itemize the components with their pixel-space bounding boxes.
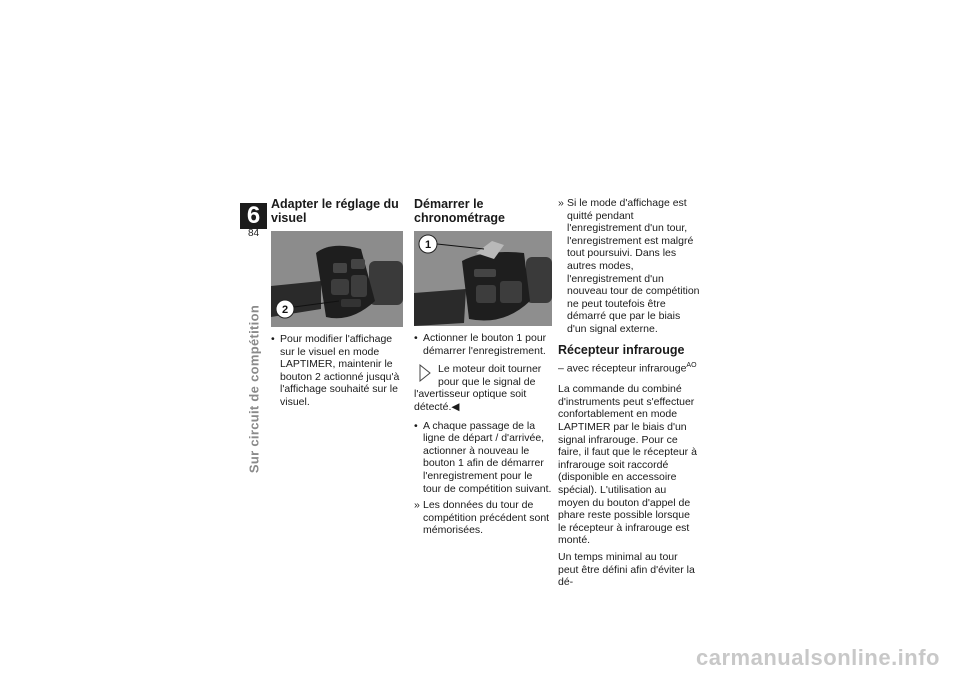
photo-callout-2: 2 — [281, 304, 289, 316]
option-text: avec récepteur infrarouge — [566, 362, 687, 375]
column-3 — [558, 197, 700, 593]
note-text: Le moteur doit tourner pour que le signal de l'avertisseur optique soit détecté.◀ — [414, 363, 542, 413]
list-item — [271, 333, 403, 409]
handlebar-switch-photo-right — [414, 231, 552, 326]
heading-adapter-visuel: Adapter le réglage du visuel — [271, 197, 399, 225]
page-number: 84 — [247, 228, 260, 239]
heading-demarrer-chronometrage: Démarrer le chronométrage — [414, 197, 505, 225]
bullet-marker: • — [414, 419, 418, 432]
handlebar-switch-photo-left — [271, 231, 403, 327]
instruction-text: Pour modifier l'affichage sur le visuel en mode LAPTIMER, maintenir le bouton 2 actionné jusqu'à l'affichage souhaité sur le visuel. — [280, 333, 400, 408]
list-item — [414, 499, 552, 537]
list-item — [414, 332, 552, 357]
note-block — [414, 363, 552, 413]
column-1 — [271, 197, 403, 413]
column-2 — [414, 197, 552, 541]
chapter-title: Sur circuit de compétition — [246, 304, 262, 474]
result-text: Si le mode d'affichage est quitté pendant l'enregistrement d'un tour, l'enregistrement est malgré tout poursuivi. Dans les autres modes, l'enregistrement d'un nouveau tour de compétition ne peut toutefois être démarré que par le biais d'un signal externe. — [567, 197, 700, 335]
instruction-text: Actionner le bouton 1 pour démarrer l'enregistrement. — [423, 332, 547, 357]
watermark: carmanualsonline.info — [696, 645, 940, 670]
option-superscript: AO — [686, 362, 697, 370]
result-text: Les données du tour de compétition précédent sont mémorisées. — [423, 499, 550, 537]
result-marker: » — [558, 197, 564, 209]
list-item — [414, 420, 552, 496]
result-marker: » — [414, 499, 420, 512]
paragraph: La commande du combiné d'instruments peut s'effectuer confortablement en mode LAPTIMER par le biais d'un signal infrarouge. Pour ce faire, il faut que le récepteur à infrarouge soit raccordé (disponible en accessoire spécial). L'utilisation au moyen du bouton d'appel de phare reste possible lorsque le récepteur à infrarouge est monté. — [558, 383, 697, 547]
play-triangle-icon — [418, 363, 432, 383]
instruction-text: A chaque passage de la ligne de départ / d'arrivée, actionner à nouveau le bouton 1 afin de démarrer l'enregistrement pour le tour de compétition suivant. — [423, 419, 552, 495]
option-marker: – — [558, 362, 564, 375]
bullet-marker: • — [271, 333, 275, 345]
option-line — [558, 360, 700, 375]
paragraph: Un temps minimal au tour peut être défini afin d'éviter la dé- — [558, 550, 695, 589]
heading-recepteur-infrarouge: Récepteur infrarouge — [558, 342, 685, 357]
bullet-marker: • — [414, 332, 418, 344]
list-item — [558, 197, 700, 336]
chapter-number: 6 — [240, 203, 267, 229]
photo-callout-1: 1 — [424, 239, 432, 251]
